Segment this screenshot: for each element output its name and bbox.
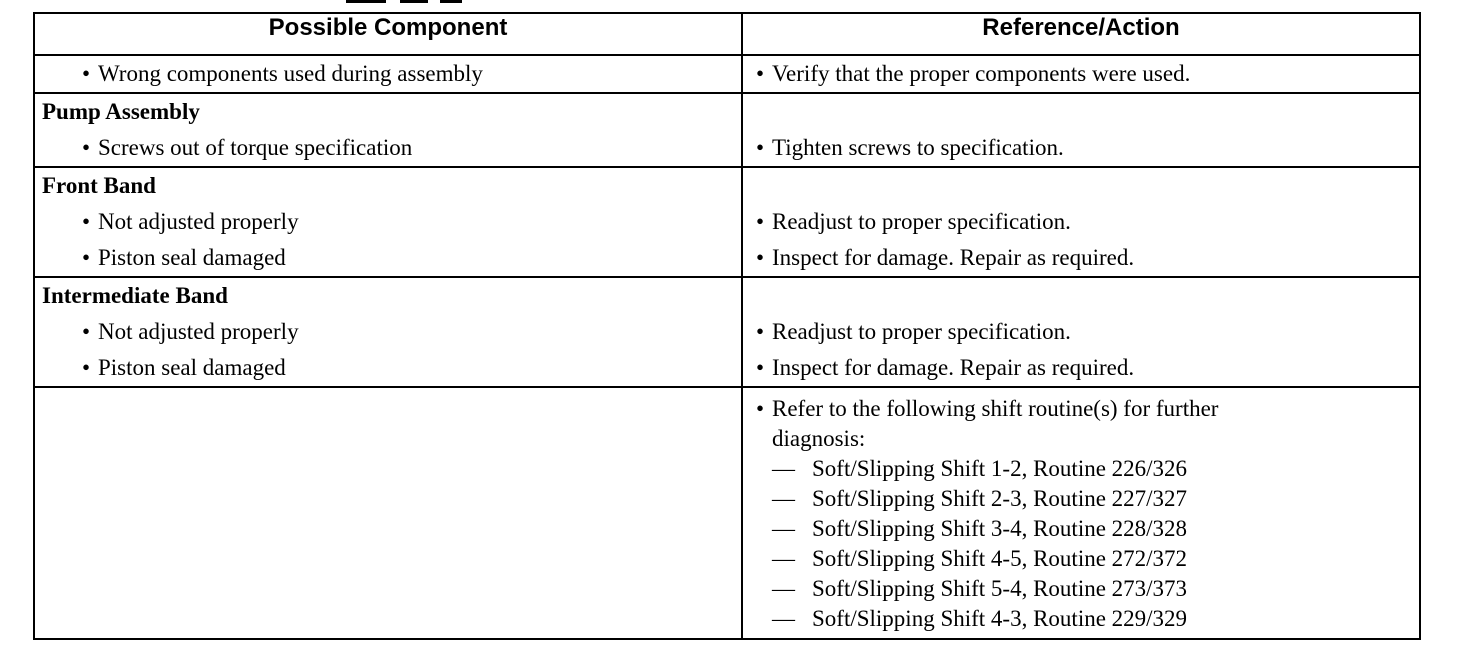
header-possible-component: Possible Component (34, 13, 742, 55)
action-cell (742, 93, 1420, 167)
component-item: • Piston seal damaged (82, 355, 286, 380)
refer-text: • Refer to the following shift routine(s) for further (756, 396, 1219, 421)
action-cell (742, 387, 1420, 639)
action-item: • Tighten screws to specification. (756, 135, 1064, 160)
component-item: • Wrong components used during assembly (82, 61, 483, 86)
component-cell-empty (34, 387, 742, 639)
group-heading: Intermediate Band (42, 283, 228, 308)
table-row (34, 55, 1420, 93)
component-item: • Not adjusted properly (82, 319, 299, 344)
component-cell (34, 167, 742, 277)
action-item: • Inspect for damage. Repair as required. (756, 245, 1135, 270)
refer-text-continued: diagnosis: (772, 426, 866, 451)
table-row (34, 93, 1420, 167)
diagnosis-table (33, 12, 1421, 640)
routine-reference: — Soft/Slipping Shift 3-4, Routine 228/328 (772, 516, 1188, 541)
component-item: • Piston seal damaged (82, 245, 286, 270)
table-row (34, 277, 1420, 387)
routine-reference: — Soft/Slipping Shift 4-3, Routine 229/329 (772, 606, 1188, 631)
header-reference-action: Reference/Action (742, 13, 1420, 55)
routine-reference: — Soft/Slipping Shift 2-3, Routine 227/327 (772, 486, 1188, 511)
action-item: • Inspect for damage. Repair as required. (756, 355, 1135, 380)
header-row (34, 13, 1420, 55)
component-item: • Screws out of torque specification (82, 135, 413, 160)
routine-reference: — Soft/Slipping Shift 4-5, Routine 272/372 (772, 546, 1188, 571)
cut-off-heading-fragment (0, 0, 1472, 6)
component-item: • Not adjusted properly (82, 209, 299, 234)
action-item: • Readjust to proper specification. (756, 209, 1071, 234)
component-cell (34, 55, 742, 93)
action-item: • Readjust to proper specification. (756, 319, 1071, 344)
group-heading: Front Band (42, 173, 156, 198)
group-heading: Pump Assembly (42, 99, 200, 124)
component-cell (34, 277, 742, 387)
action-cell (742, 167, 1420, 277)
table-row (34, 387, 1420, 639)
action-cell (742, 277, 1420, 387)
component-cell (34, 93, 742, 167)
action-cell (742, 55, 1420, 93)
routine-reference: — Soft/Slipping Shift 5-4, Routine 273/373 (772, 576, 1188, 601)
action-item: • Verify that the proper components were used. (756, 61, 1191, 86)
table-row (34, 167, 1420, 277)
routine-reference: — Soft/Slipping Shift 1-2, Routine 226/326 (772, 456, 1188, 481)
